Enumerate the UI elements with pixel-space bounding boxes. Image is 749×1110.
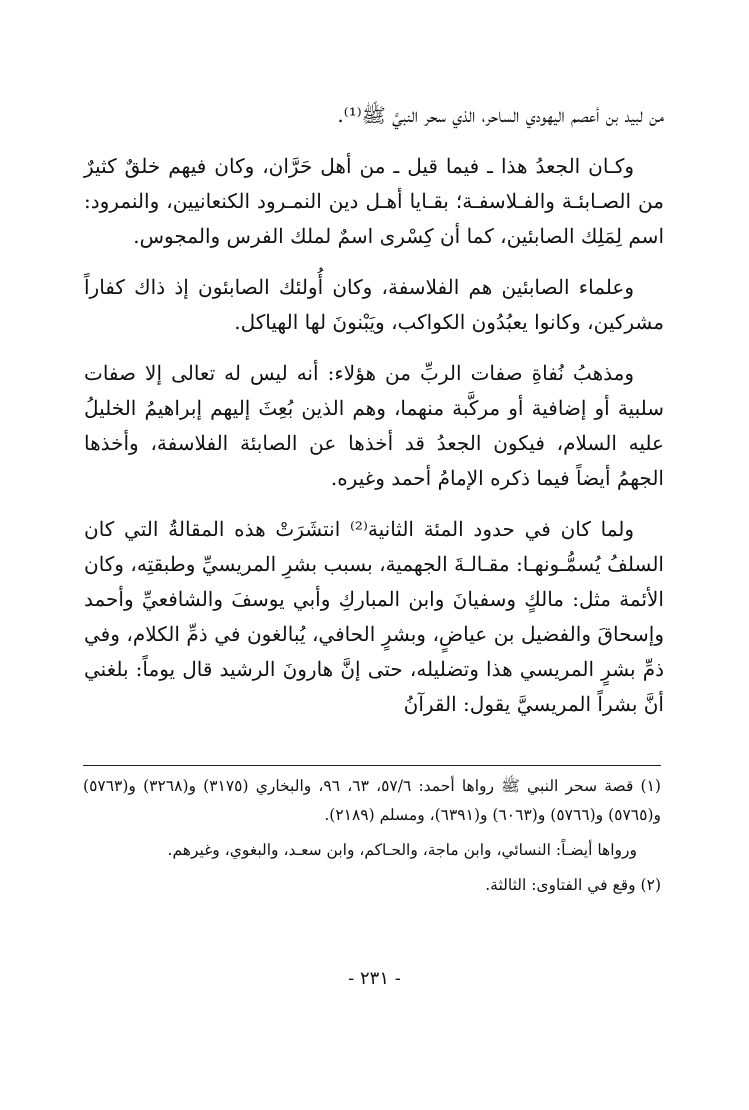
paragraph-5: ولما كان في حدود المئة الثانية⁽²⁾ انتشَرَتْ هذه المقالةُ التي كان السلفُ يُسمُّـونهـا: مقـالـةَ الجهمية، بسبب بشرِ المريسيِّ وطبقتِه، وكان الأئمة مثل: مالكٍ وسفيانَ وابن المباركِ وأبي يوسفَ والشافعيِّ وأحمد وإسحاقَ والفضيل بن عياضٍ، وبشرٍ الحافي، يُبالغون في ذمِّ الكلام، وفي ذمِّ بشرٍ المريسي هذا وتضليله، حتى إنَّ هارونَ الرشيد قال يوماً: بلغني أنَّ بشراً المريسيَّ يقول: القرآنُ	[84, 517, 664, 716]
footnote-1: (١) قصة سحر النبي ﷺ رواها أحمد: ٥٧/٦، ٦٣، ٩٦، والبخاري (٣١٧٥) و(٣٢٦٨) و(٥٧٦٣) و(٥٧٦٥) و(٥٧٦٦) و(٦٠٦٣) و(٦٣٩١)، ومسلم (٢١٨٩).	[83, 777, 661, 824]
paragraph-1: من لبيد بن أعصم اليهودي الساحر، الذي سحر النبيَّ ﷺ⁽¹⁾.	[337, 103, 664, 127]
page-number: - ٢٣١ -	[348, 968, 401, 989]
main-text	[84, 98, 664, 730]
footnote-2: (٢) وقع في الفتاوى: الثالثة.	[485, 876, 661, 894]
footnote-divider	[83, 765, 661, 766]
footnotes	[83, 772, 661, 906]
paragraph-4: ومذهبُ نُفاةِ صفات الربِّ من هؤلاء: أنه ليس له تعالى إلا صفات سلبية أو إضافية أو مركَّبة منهما، وهم الذين بُعِثَ إليهم إبراهيمُ الخليلُ عليه السلام، فيكون الجعدُ قد أخذها عن الصابئة الفلاسفة، وأخذها الجهمُ أيضاً فيما ذكره الإمامُ أحمد وغيره.	[84, 361, 664, 490]
footnote-1-continuation: ورواها أيضـاً: النسائي، وابن ماجة، والحـاكم، وابن سعـد، والبغوي، وغيرهم.	[167, 841, 637, 859]
paragraph-2: وكـان الجعدُ هذا ـ فيما قيل ـ من أهل حَرَّان، وكان فيهم خلقٌ كثيرٌ من الصـابئـة والفـلاسفـة؛ بقـايا أهـل دين النمـرود الكنعانيين، والنمرود: اسم لِمَلِك الصابئين، كما أن كِسْرى اسمٌ لملك الفرس والمجوس.	[84, 154, 664, 248]
paragraph-3: وعلماء الصابئين هم الفلاسفة، وكان أُولئك الصابئون إذ ذاك كفاراً مشركين، وكانوا يعبُدُون الكواكب، ويَبْنونَ لها الهياكل.	[84, 275, 664, 334]
